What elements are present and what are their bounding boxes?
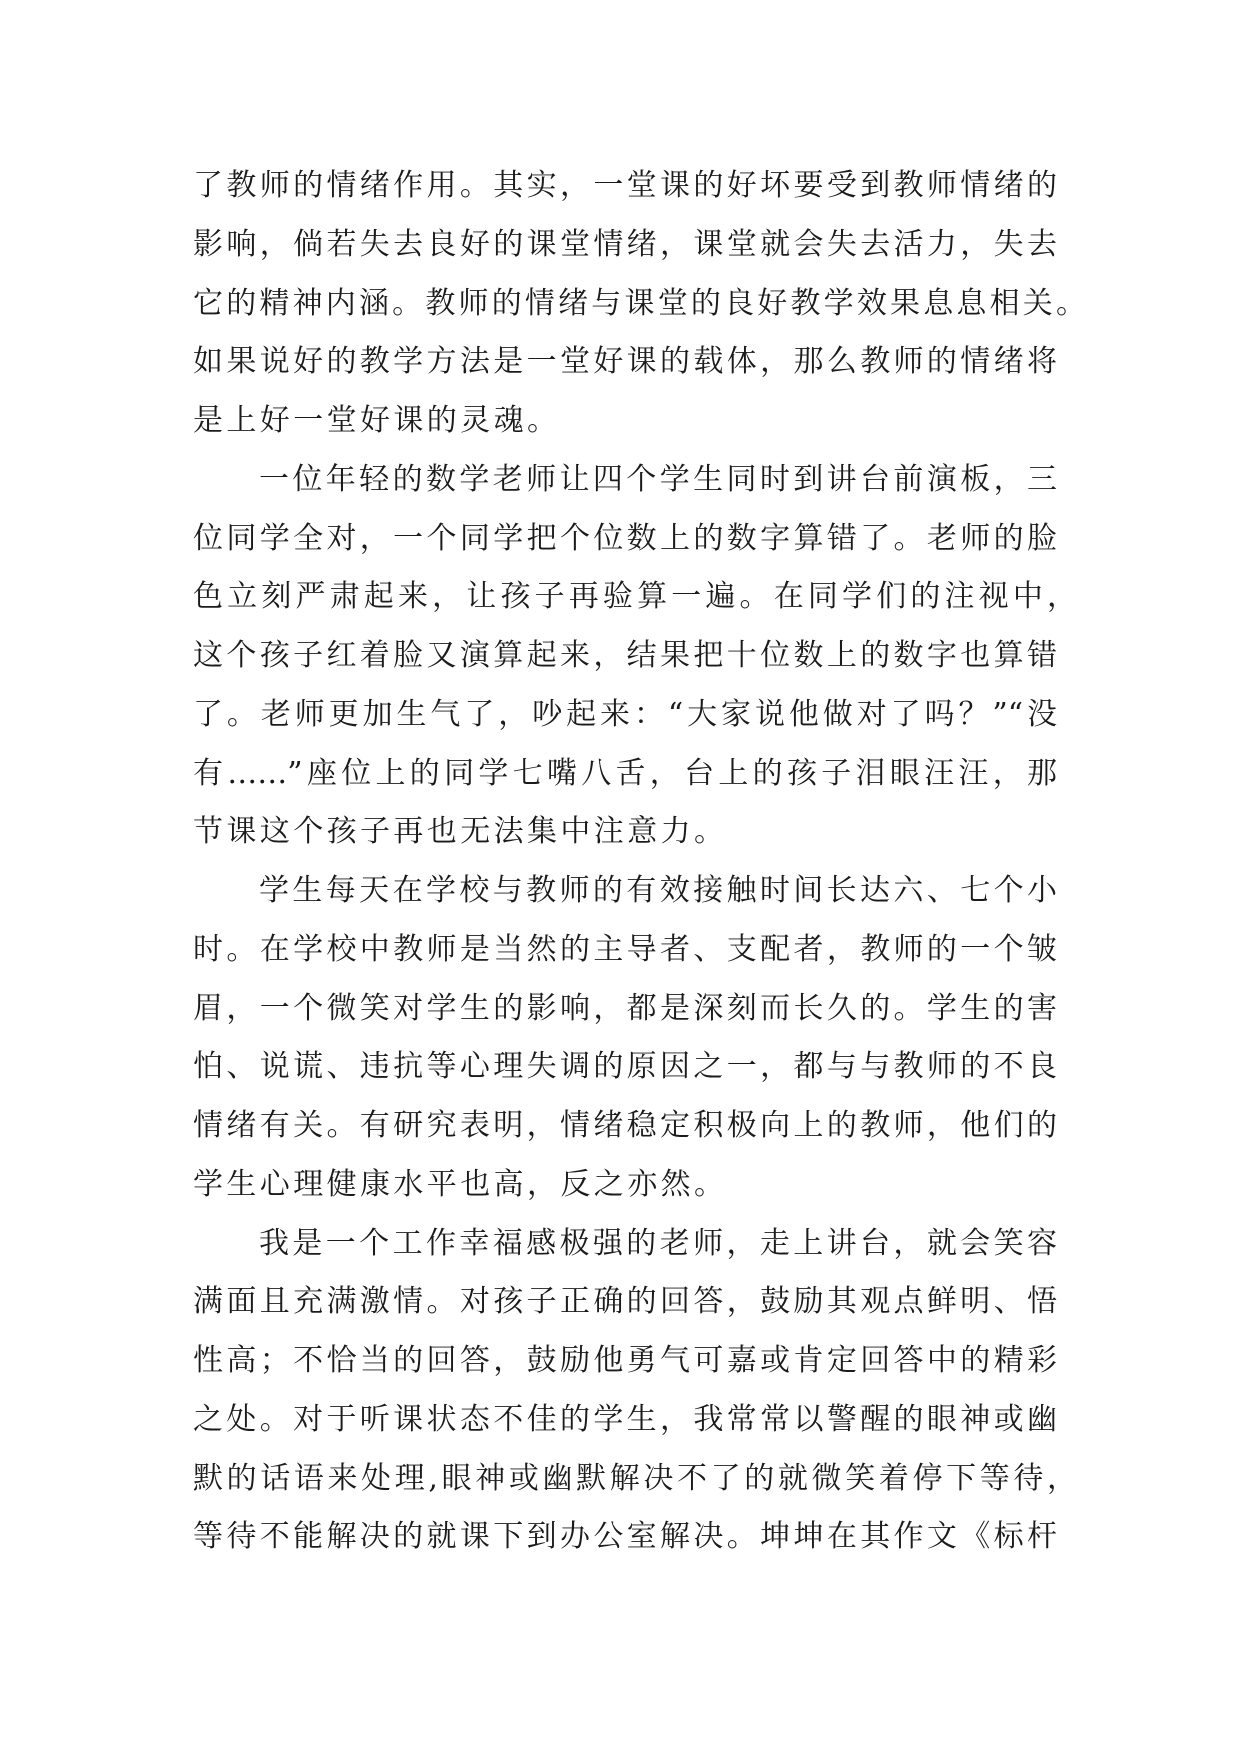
text-line: 了。老师更加生气了，吵起来：“大家说他做对了吗？”“没 <box>193 696 1057 732</box>
body-text <box>193 157 1086 1567</box>
text-line: 时。在学校中教师是当然的主导者、支配者，教师的一个皱 <box>193 931 1057 967</box>
text-line: 学生每天在学校与教师的有效接触时间长达六、七个小 <box>259 873 1057 908</box>
paragraph <box>193 157 1086 451</box>
text-line: 默的话语来处理,眼神或幽默解决不了的就微笑着停下等待， <box>193 1460 1077 1496</box>
text-line: 它的精神内涵。教师的情绪与课堂的良好教学效果息息相关。 <box>193 285 1086 321</box>
text-line: 影响，倘若失去良好的课堂情绪，课堂就会失去活力，失去 <box>193 226 1057 262</box>
text-line: 有……”座位上的同学七嘴八舌，台上的孩子泪眼汪汪，那 <box>193 755 1057 791</box>
text-line: 情绪有关。有研究表明，情绪稳定积极向上的教师，他们的 <box>193 1108 1057 1143</box>
paragraph <box>193 451 1086 862</box>
text-line: 我是一个工作幸福感极强的老师，走上讲台，就会笑容 <box>259 1225 1057 1261</box>
text-line: 学生心理健康水平也高，反之亦然。 <box>193 1166 728 1202</box>
text-line: 等待不能解决的就课下到办公室解决。坤坤在其作文《标杆 <box>193 1519 1057 1555</box>
text-line: 一位年轻的数学老师让四个学生同时到讲台前演板，三 <box>259 461 1057 497</box>
text-line: 眉，一个微笑对学生的影响，都是深刻而长久的。学生的害 <box>193 990 1057 1026</box>
text-line: 了教师的情绪作用。其实，一堂课的好坏要受到教师情绪的 <box>193 168 1057 203</box>
paragraph <box>193 1215 1086 1568</box>
text-line: 这个孩子红着脸又演算起来，结果把十位数上的数字也算错 <box>193 638 1057 673</box>
paragraph <box>193 862 1086 1215</box>
text-line: 之处。对于听课状态不佳的学生，我常常以警醒的眼神或幽 <box>193 1401 1057 1437</box>
text-line: 节课这个孩子再也无法集中注意力。 <box>193 814 728 850</box>
text-line: 怕、说谎、违抗等心理失调的原因之一，都与与教师的不良 <box>193 1049 1057 1085</box>
text-line: 位同学全对，一个同学把个位数上的数字算错了。老师的脸 <box>193 520 1057 556</box>
text-line: 色立刻严肃起来，让孩子再验算一遍。在同学们的注视中， <box>193 579 1077 615</box>
text-line: 如果说好的教学方法是一堂好课的载体，那么教师的情绪将 <box>193 344 1057 380</box>
text-line: 满面且充满激情。对孩子正确的回答，鼓励其观点鲜明、悟 <box>193 1284 1057 1320</box>
text-line: 是上好一堂好课的灵魂。 <box>193 403 561 438</box>
text-line: 性高；不恰当的回答，鼓励他勇气可嘉或肯定回答中的精彩 <box>193 1343 1057 1378</box>
